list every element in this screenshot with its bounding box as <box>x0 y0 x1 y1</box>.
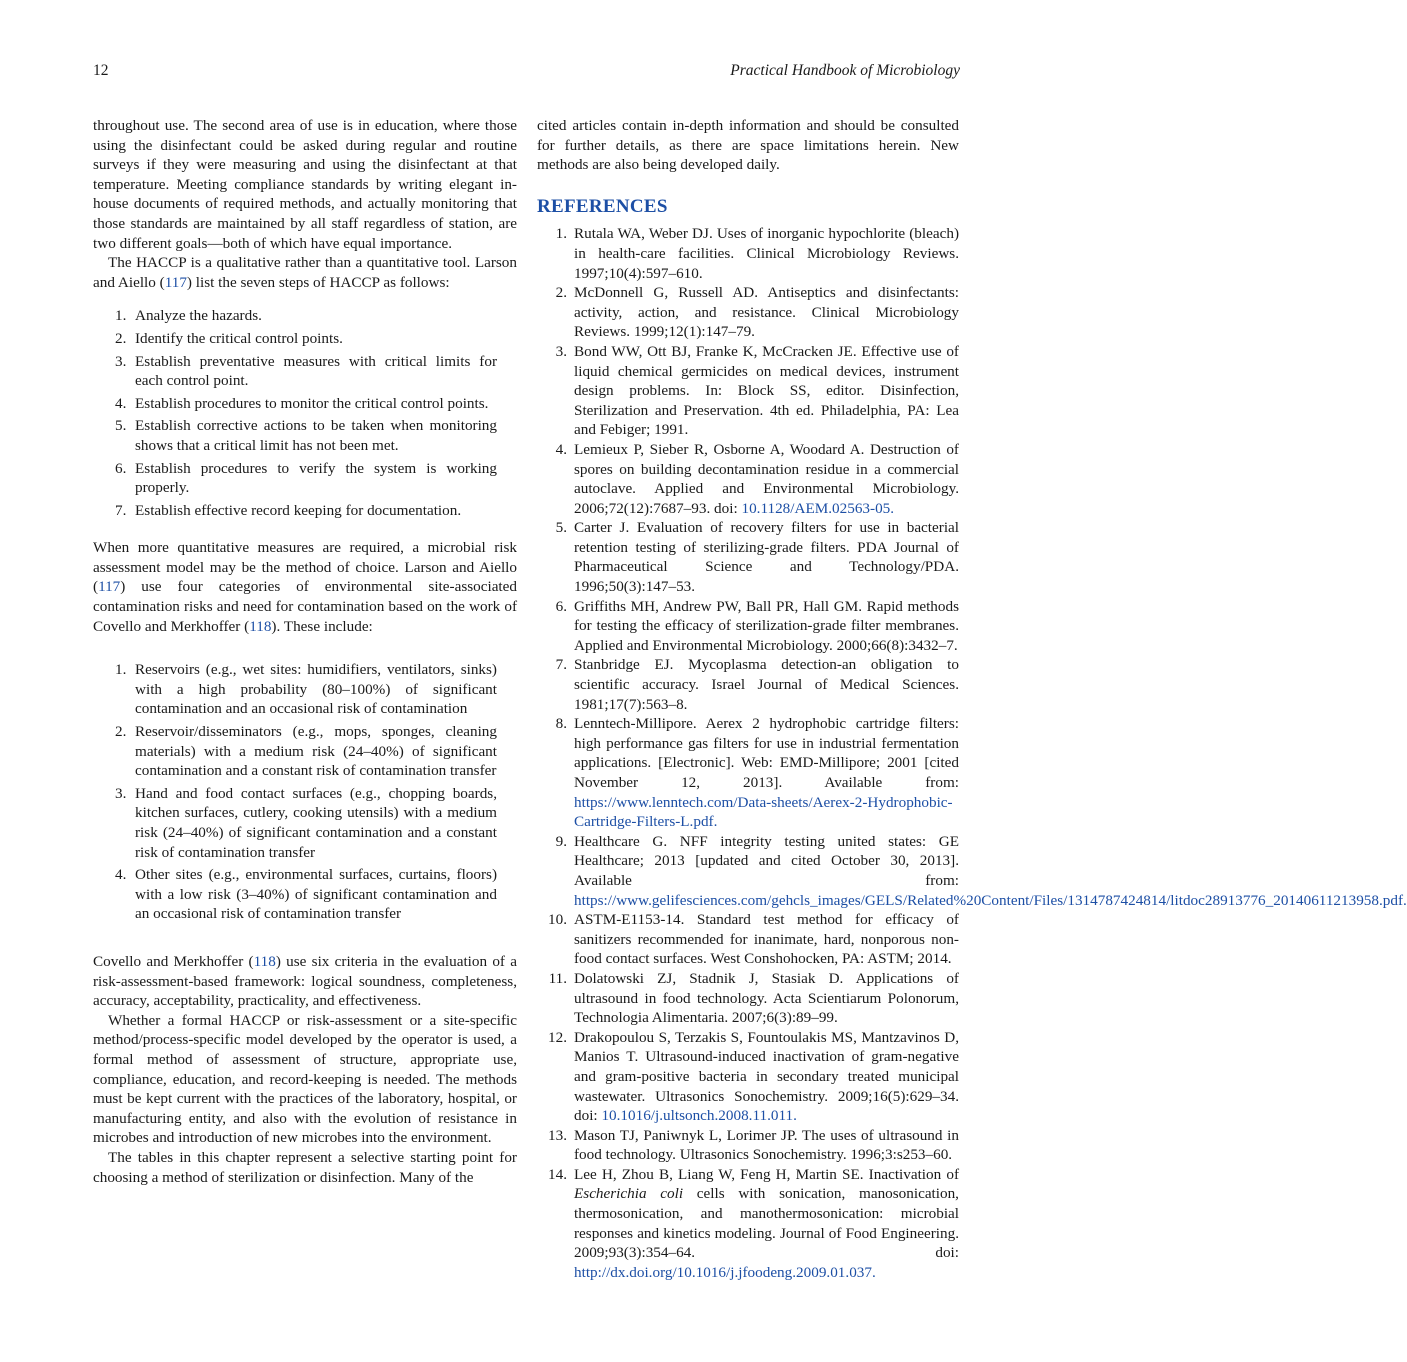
risk-categories-list <box>93 660 517 924</box>
list-item-text: Griffiths MH, Andrew PW, Ball PR, Hall GM. Rapid methods for testing the efficacy of sterilization-grade filter membranes. Applied and Environmental Microbiology. 2000;66(8):3432–7. <box>574 597 959 654</box>
reference-link[interactable]: https://www.lenntech.com/Data-sheets/Aerex-2-Hydrophobic-Cartridge-Filters-L.pdf. <box>574 793 953 831</box>
list-item <box>537 342 959 440</box>
list-item-text: McDonnell G, Russell AD. Antiseptics and disinfectants: activity, action, and resistance. Clinical Microbiology Reviews. 1999;12(1):147–79. <box>574 284 959 341</box>
list-item-text: Bond WW, Ott BJ, Franke K, McCracken JE. Effective use of liquid chemical germicides on medical devices, instrument design problems. In: Block SS, editor. Disinfection, Sterilization and Preservation. 4th ed. Philadelphia, PA: Lea and Febiger; 1991. <box>574 342 959 439</box>
list-number: 1. <box>115 307 127 325</box>
list-number: 4. <box>115 866 127 884</box>
list-item-text: Drakopoulou S, Terzakis S, Fountoulakis MS, Mantzavinos D, Manios T. Ultrasound-induced inactivation of gram-negative and gram-positive bacteria in secondary treated municipal wastewater. Ultrasonics Sonochemistry. 2009;16(5):629–34. doi: <box>574 1028 959 1125</box>
citation-link[interactable]: 117 <box>98 578 121 596</box>
list-item-text: Establish preventative measures with critical limits for each control point. <box>135 352 497 390</box>
list-number: 6. <box>115 459 127 477</box>
citation-link[interactable]: 118 <box>249 617 272 635</box>
species-name: Escherichia coli <box>574 1185 684 1203</box>
list-number: 10. <box>548 911 567 929</box>
list-number: 11. <box>548 969 567 987</box>
list-item <box>93 660 517 719</box>
list-number: 2. <box>115 723 127 741</box>
list-item-text: Carter J. Evaluation of recovery filters for use in bacterial retention testing of sterilizing-grade filters. PDA Journal of Pharmaceutical Science and Technology/PDA. 1996;50(3):147–53. <box>574 519 959 596</box>
list-item-text: ASTM-E1153-14. Standard test method for efficacy of sanitizers recommended for inanimate, hard, nonporous non-food contact surfaces. West Conshohocken, PA: ASTM; 2014. <box>574 911 959 968</box>
list-item-text: Establish procedures to verify the system is working properly. <box>135 459 497 497</box>
right-column <box>537 116 1407 1282</box>
list-item <box>93 416 517 455</box>
list-item-text: Lenntech-Millipore. Aerex 2 hydrophobic cartridge filters: high performance gas filters for use in industrial fermentation applications. [Electronic]. Web: EMD-Millipore; 2001 [cited November 12, 2013]. Available from: <box>574 715 959 791</box>
list-number: 4. <box>115 394 127 412</box>
list-item-text: Rutala WA, Weber DJ. Uses of inorganic hypochlorite (bleach) in health-care facilities. Clinical Microbiology Reviews. 1997;10(4):597–610. <box>574 225 959 282</box>
list-item-text: Identify the critical control points. <box>135 329 343 347</box>
list-number: 5. <box>555 519 567 537</box>
paragraph: The tables in this chapter represent a selective starting point for choosing a method of sterilization or disinfection. Many of the <box>93 1148 517 1186</box>
list-number: 1. <box>115 661 127 679</box>
list-item <box>93 352 517 391</box>
list-item <box>93 394 517 414</box>
list-item-text: Hand and food contact surfaces (e.g., chopping boards, kitchen surfaces, cutlery, cooking utensils) with a medium risk (24–40%) of significant contamination and a constant risk of contamination transfer <box>135 784 497 861</box>
list-number: 3. <box>555 342 567 360</box>
list-item <box>537 597 959 656</box>
list-item-text: Dolatowski ZJ, Stadnik J, Stasiak D. Applications of ultrasound in food technology. Acta Scientiarum Polonorum, Technologia Alimentaria. 2007;6(3):89–99. <box>574 969 959 1027</box>
list-item-text: Lee H, Zhou B, Liang W, Feng H, Martin SE. Inactivation of <box>574 1165 959 1183</box>
list-number: 3. <box>115 784 127 802</box>
list-number: 8. <box>555 715 567 733</box>
list-item <box>537 910 959 969</box>
list-item <box>93 722 517 781</box>
list-item-text: Lemieux P, Sieber R, Osborne A, Woodard A. Destruction of spores on building decontamination residue in a commercial autoclave. Applied and Environmental Microbiology. 2006;72(12):7687–93. doi: <box>574 440 959 517</box>
list-item <box>537 832 1407 910</box>
list-number: 5. <box>115 417 127 435</box>
list-item <box>537 714 959 832</box>
paragraph: Whether a formal HACCP or risk-assessment or a site-specific method/process-specific model developed by the operator is used, a formal method of assessment of structure, appropriate use, compliance, education, and record-keeping is needed. The methods must be kept current with the practices of the laboratory, hospital, or manufacturing entity, and also with the evolution of resistance in microbes and introduction of new microbes into the environment. <box>93 1011 517 1147</box>
list-number: 1. <box>555 225 567 243</box>
left-column <box>93 116 517 1187</box>
list-number: 9. <box>555 832 567 850</box>
list-item <box>93 501 517 521</box>
list-item-text: Reservoirs (e.g., wet sites: humidifiers, ventilators, sinks) with a high probability (80–100%) of significant contamination and an occasional risk of contamination <box>135 661 497 718</box>
list-item <box>537 283 959 342</box>
page-number: 12 <box>93 62 109 79</box>
list-item-text: Healthcare G. NFF integrity testing united states: GE Healthcare; 2013 [updated and cited October 30, 2013]. Available from: <box>574 832 959 889</box>
paragraph: Covello and Merkhoffer (118) use six criteria in the evaluation of a risk-assessment-based framework: logical soundness, completeness, accuracy, acceptability, practicality, and effectiveness. <box>93 952 517 1010</box>
list-item <box>537 224 959 283</box>
reference-link[interactable]: 10.1128/AEM.02563-05. <box>741 499 895 517</box>
list-item <box>93 459 517 498</box>
list-item-text: Establish corrective actions to be taken when monitoring shows that a critical limit has not been met. <box>135 417 497 454</box>
running-title: Practical Handbook of Microbiology <box>730 62 960 79</box>
list-number: 12. <box>548 1028 567 1046</box>
list-item <box>537 440 959 518</box>
paragraph: throughout use. The second area of use is in education, where those using the disinfectant could be asked during regular and routine surveys if they were measuring and using the disinfectant at that temperature. Meeting compliance standards by writing elegant in-house documents of required methods, and actually monitoring that those standards are maintained by all staff regardless of station, are two different goals—both of which have equal importance. <box>93 117 517 252</box>
list-item <box>537 518 959 596</box>
list-item-text: Reservoir/disseminators (e.g., mops, sponges, cleaning materials) with a medium risk (24–40%) of significant contamination and a constant risk of contamination transfer <box>135 723 497 780</box>
page-header <box>93 62 960 84</box>
list-item <box>537 1165 959 1283</box>
list-item-text: Other sites (e.g., environmental surfaces, curtains, floors) with a low risk (3–40%) of significant contamination and an occasional risk of contamination transfer <box>135 866 497 923</box>
list-item <box>93 329 517 349</box>
haccp-steps-list <box>93 306 517 520</box>
references-heading: REFERENCES <box>537 195 668 217</box>
list-number: 14. <box>548 1165 567 1183</box>
list-number: 4. <box>555 440 567 458</box>
list-item <box>93 306 517 326</box>
list-item-text: cells with sonication, manosonication, thermosonication, and manothermosonication: microbial responses and kinetics modeling. Journal of Food Engineering. 2009;93(3):354–64. doi: <box>574 1185 959 1262</box>
paragraph: When more quantitative measures are required, a microbial risk assessment model may be the method of choice. Larson and Aiello (117) use four categories of environmental site-associated contamination risks and need for contamination based on the work of Covello and Merkhoffer (118). These include: <box>93 539 517 635</box>
references-list <box>537 224 1407 1282</box>
list-number: 6. <box>555 597 567 615</box>
reference-link[interactable]: 10.1016/j.ultsonch.2008.11.011. <box>601 1107 797 1125</box>
citation-link[interactable]: 117 <box>164 273 187 291</box>
list-number: 3. <box>115 352 127 370</box>
reference-link[interactable]: https://www.gelifesciences.com/gehcls_images/GELS/Related%20Content/Files/1314787424814/litdoc28913776_20140611213958.pdf. <box>574 891 1407 909</box>
list-item-text: Establish effective record keeping for documentation. <box>135 501 462 519</box>
list-item-text: Mason TJ, Paniwnyk L, Lorimer JP. The uses of ultrasound in food technology. Ultrasonics Sonochemistry. 1996;3:s253–60. <box>574 1126 959 1164</box>
list-number: 7. <box>115 501 127 519</box>
list-item-text: Analyze the hazards. <box>135 307 262 325</box>
list-item <box>537 655 959 714</box>
list-item-text: Stanbridge EJ. Mycoplasma detection-an obligation to scientific accuracy. Israel Journal of Medical Sciences. 1981;17(7):563–8. <box>574 656 959 713</box>
citation-link[interactable]: 118 <box>253 952 276 970</box>
paragraph: cited articles contain in-depth information and should be consulted for further details, as there are space limitations herein. New methods are also being developed daily. <box>537 117 959 174</box>
paragraph: The HACCP is a qualitative rather than a quantitative tool. Larson and Aiello (117) list the seven steps of HACCP as follows: <box>93 254 517 291</box>
list-item <box>537 1126 959 1165</box>
list-number: 13. <box>548 1126 567 1144</box>
list-item-text: Establish procedures to monitor the critical control points. <box>135 394 489 412</box>
list-item <box>93 784 517 862</box>
list-item <box>537 969 959 1028</box>
list-item <box>537 1028 959 1126</box>
list-number: 2. <box>555 284 567 302</box>
list-item <box>93 865 517 924</box>
reference-link[interactable]: http://dx.doi.org/10.1016/j.jfoodeng.2009.01.037. <box>574 1263 876 1281</box>
list-number: 7. <box>555 656 567 674</box>
list-number: 2. <box>115 329 127 347</box>
